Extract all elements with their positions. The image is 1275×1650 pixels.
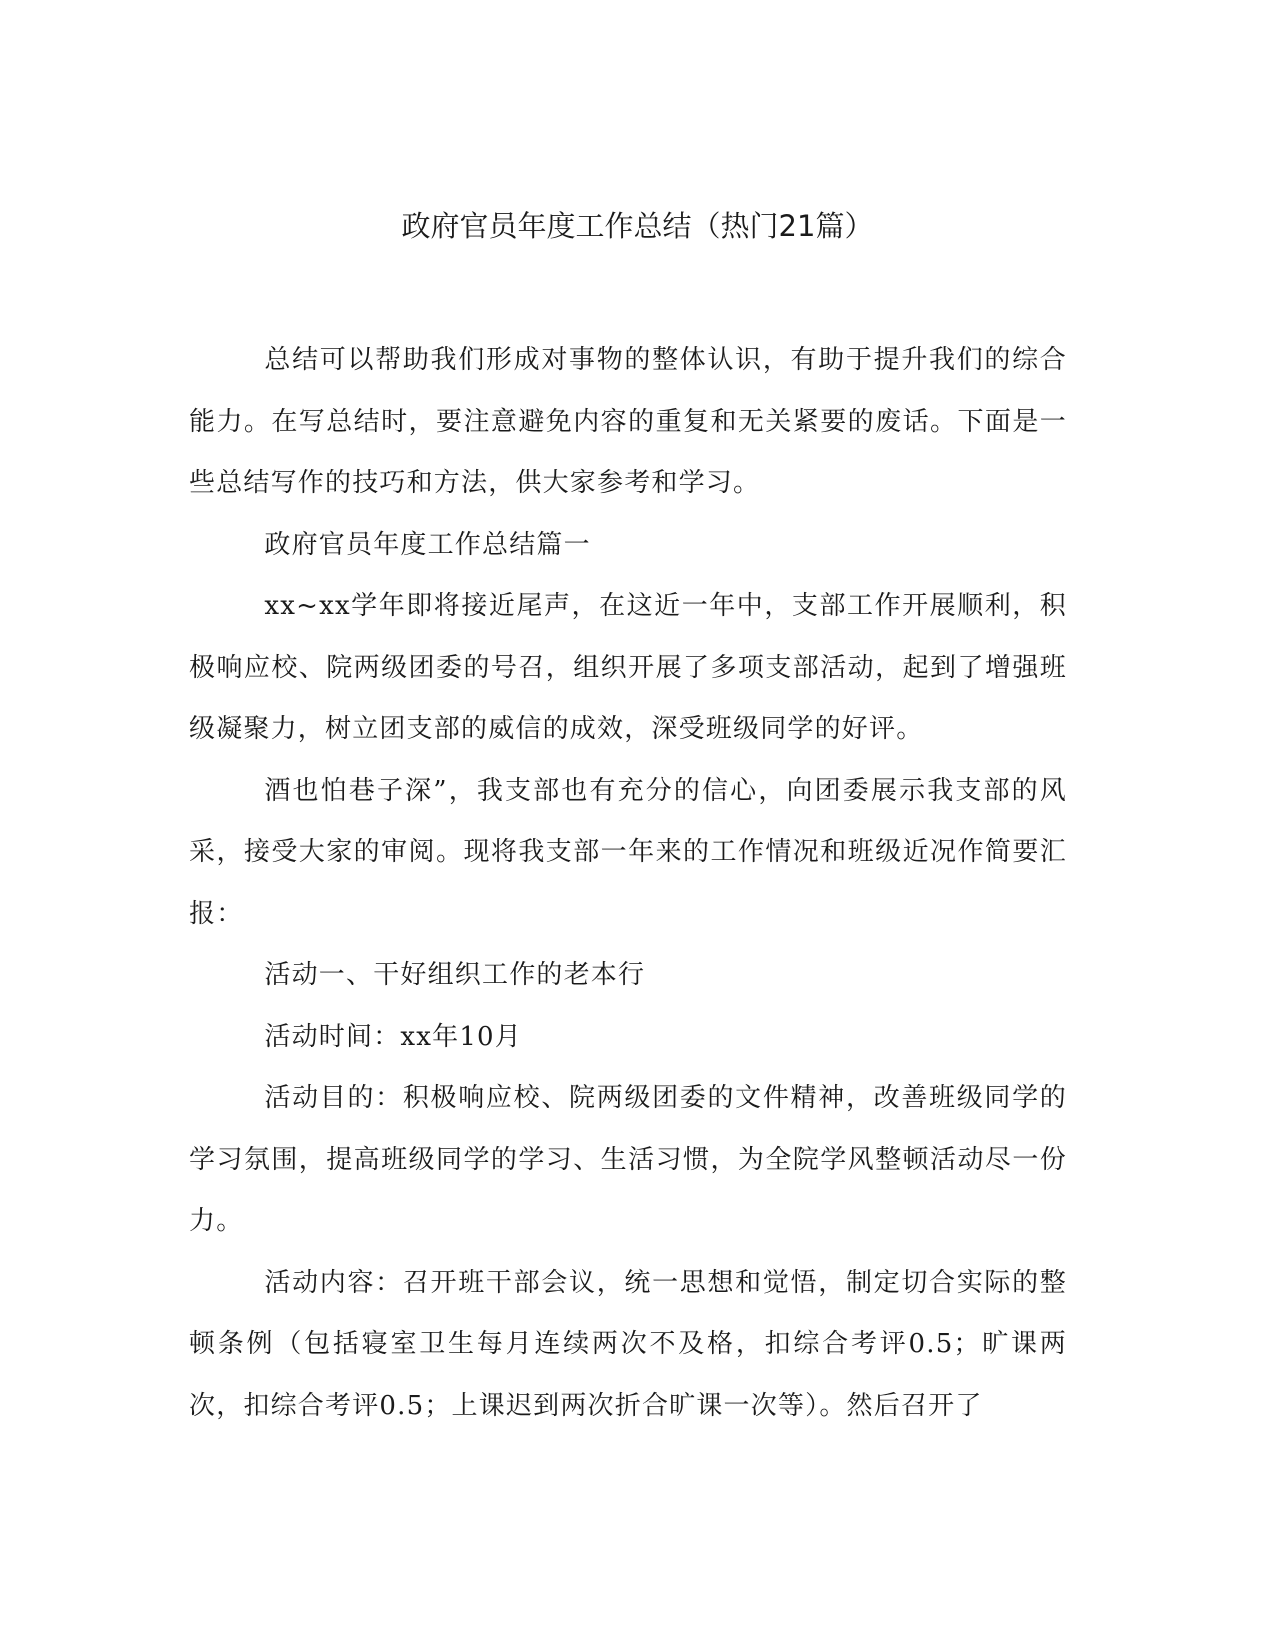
document-title: 政府官员年度工作总结（热门21篇） <box>401 209 874 243</box>
document-body <box>189 330 1067 1437</box>
body-paragraph: 酒也怕巷子深”，我支部也有充分的信心，向团委展示我支部的风采，接受大家的审阅。现将我支部一年来的工作情况和班级近况作简要汇报： <box>189 775 1067 929</box>
activity-purpose: 活动目的：积极响应校、院两级团委的文件精神，改善班级同学的学习氛围，提高班级同学的学习、生活习惯，为全院学风整顿活动尽一份力。 <box>189 1083 1067 1236</box>
activity-heading: 活动一、干好组织工作的老本行 <box>264 960 646 990</box>
activity-time: 活动时间：xx年10月 <box>264 1021 523 1052</box>
intro-paragraph: 总结可以帮助我们形成对事物的整体认识，有助于提升我们的综合能力。在写总结时，要注意避免内容的重复和无关紧要的废话。下面是一些总结写作的技巧和方法，供大家参考和学习。 <box>189 345 1067 498</box>
section-heading: 政府官员年度工作总结篇一 <box>264 529 591 560</box>
body-paragraph: xx~xx学年即将接近尾声，在这近一年中，支部工作开展顺利，积极响应校、院两级团委的号召，组织开展了多项支部活动，起到了增强班级凝聚力，树立团支部的威信的成效，深受班级同学的好评。 <box>189 591 1067 744</box>
activity-content: 活动内容：召开班干部会议，统一思想和觉悟，制定切合实际的整顿条例（包括寝室卫生每月连续两次不及格，扣综合考评0.5；旷课两次，扣综合考评0.5；上课迟到两次折合旷课一次等）。然后召开了 <box>189 1267 1067 1421</box>
